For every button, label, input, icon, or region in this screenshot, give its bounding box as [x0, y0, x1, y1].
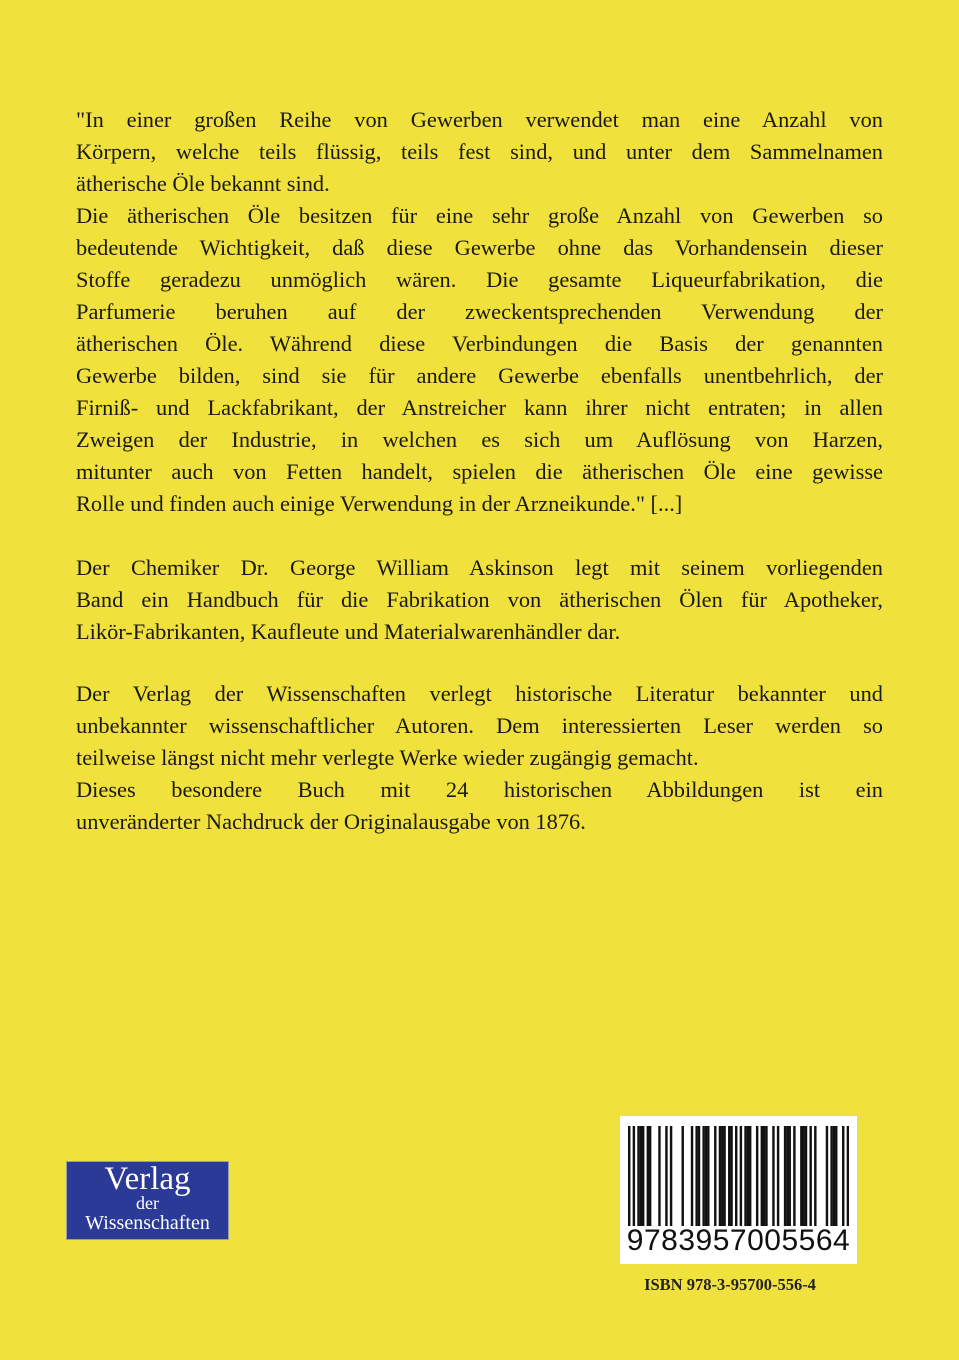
barcode-bar [761, 1126, 763, 1226]
barcode-bar [682, 1126, 684, 1226]
barcode-bar [747, 1126, 749, 1226]
barcode-bar [721, 1126, 723, 1226]
barcode-bar [786, 1126, 788, 1226]
text-line: Der Chemiker Dr. George William Askinson legt mit seinem vorliegenden [76, 555, 883, 580]
text-line: Der Verlag der Wissenschaften verlegt historische Literatur bekannter und [76, 681, 883, 706]
isbn-label: ISBN 978-3-95700-556-4 [644, 1275, 816, 1294]
barcode-bar [633, 1126, 635, 1226]
text-line: Die ätherischen Öle besitzen für eine sehr große Anzahl von Gewerben so [76, 203, 883, 228]
barcode-bar [826, 1126, 828, 1226]
barcode-bar [842, 1126, 844, 1226]
publisher-paragraph [76, 678, 883, 838]
barcode-bar [691, 1126, 693, 1226]
barcode-bar [835, 1126, 837, 1226]
barcode-bar [777, 1126, 779, 1226]
text-line: teilweise längst nicht mehr verlegte Werke wieder zugängig gemacht. [76, 745, 699, 770]
barcode-bar [695, 1126, 697, 1226]
barcode-bar [789, 1126, 791, 1226]
barcode-bar [637, 1126, 639, 1226]
barcode-bar [719, 1126, 721, 1226]
barcode-bar [772, 1126, 774, 1226]
barcode-bar [714, 1126, 716, 1226]
barcode-bar [793, 1126, 795, 1226]
barcode-bar [740, 1126, 742, 1226]
publisher-logo [66, 1161, 229, 1240]
text-line: Rolle und finden auch einige Verwendung in der Arzneikunde." [...] [76, 491, 683, 516]
barcode-bar [658, 1126, 660, 1226]
barcode-digits: 9783957005564 [626, 1224, 851, 1257]
barcode-bar [784, 1126, 786, 1226]
barcode-bar [763, 1126, 765, 1226]
barcode [620, 1116, 857, 1264]
barcode-bar [670, 1126, 672, 1226]
text-line: ätherische Öle bekannt sind. [76, 171, 330, 196]
text-line: unbekannter wissenschaftlicher Autoren. Dem interessierten Leser werden so [76, 713, 883, 738]
text-line: Körpern, welche teils flüssig, teils fest sind, und unter dem Sammelnamen [76, 139, 883, 164]
barcode-bar [728, 1126, 730, 1226]
barcode-bar [735, 1126, 737, 1226]
barcode-bar [707, 1126, 709, 1226]
text-line: Firniß- und Lackfabrikant, der Anstreicher kann ihrer nicht entraten; in allen [76, 395, 883, 420]
text-line: bedeutende Wichtigkeit, daß diese Gewerbe ohne das Vorhandensein dieser [76, 235, 883, 260]
text-line: "In einer großen Reihe von Gewerben verwendet man eine Anzahl von [76, 107, 883, 132]
barcode-bar [705, 1126, 707, 1226]
text-line: Zweigen der Industrie, in welchen es sich um Auflösung von Harzen, [76, 427, 883, 452]
barcode-bar [698, 1126, 700, 1226]
barcode-bar [730, 1126, 732, 1226]
barcode-bar [805, 1126, 807, 1226]
text-line: Band ein Handbuch für die Fabrikation von ätherischen Ölen für Apotheker, [76, 587, 883, 612]
barcode-bar [802, 1126, 804, 1226]
barcode-bar [744, 1126, 746, 1226]
barcode-bar [847, 1126, 849, 1226]
barcode-bar [640, 1126, 642, 1226]
logo-line-3: Wissenschaften [85, 1212, 210, 1234]
text-line: Parfumerie beruhen auf der zweckentsprechenden Verwendung der [76, 299, 883, 324]
text-line: Dieses besondere Buch mit 24 historischen Abbildungen ist ein [76, 777, 883, 802]
barcode-bar [702, 1126, 704, 1226]
text-line: Likör-Fabrikanten, Kaufleute und Materialwarenhändler dar. [76, 619, 621, 644]
quote-paragraph [76, 104, 883, 520]
barcode-bar [749, 1126, 751, 1226]
barcode-bar [809, 1126, 811, 1226]
barcode-bar [756, 1126, 758, 1226]
barcode-bar [723, 1126, 725, 1226]
author-paragraph [76, 552, 883, 648]
barcode-bar [800, 1126, 802, 1226]
barcode-bar [833, 1126, 835, 1226]
logo-line-2: der [136, 1193, 159, 1213]
barcode-bar [765, 1126, 767, 1226]
barcode-bar [649, 1126, 651, 1226]
text-line: mitunter auch von Fetten handelt, spielen die ätherischen Öle eine gewisse [76, 459, 883, 484]
text-line: ätherischen Öle. Während diese Verbindungen die Basis der genannten [76, 331, 883, 356]
barcode-bar [665, 1126, 667, 1226]
barcode-bar [642, 1126, 644, 1226]
barcode-bar [647, 1126, 649, 1226]
barcode-bar [830, 1126, 832, 1226]
text-line: Gewerbe bilden, sind sie für andere Gewerbe ebenfalls unentbehrlich, der [76, 363, 883, 388]
text-line: unveränderter Nachdruck der Originalausgabe von 1876. [76, 809, 586, 834]
text-line: Stoffe geradezu unmöglich wären. Die gesamte Liqueurfabrikation, die [76, 267, 883, 292]
barcode-bar [628, 1126, 630, 1226]
barcode-bar [814, 1126, 816, 1226]
barcode-bars [628, 1126, 849, 1226]
logo-line-1: Verlag [104, 1161, 191, 1197]
